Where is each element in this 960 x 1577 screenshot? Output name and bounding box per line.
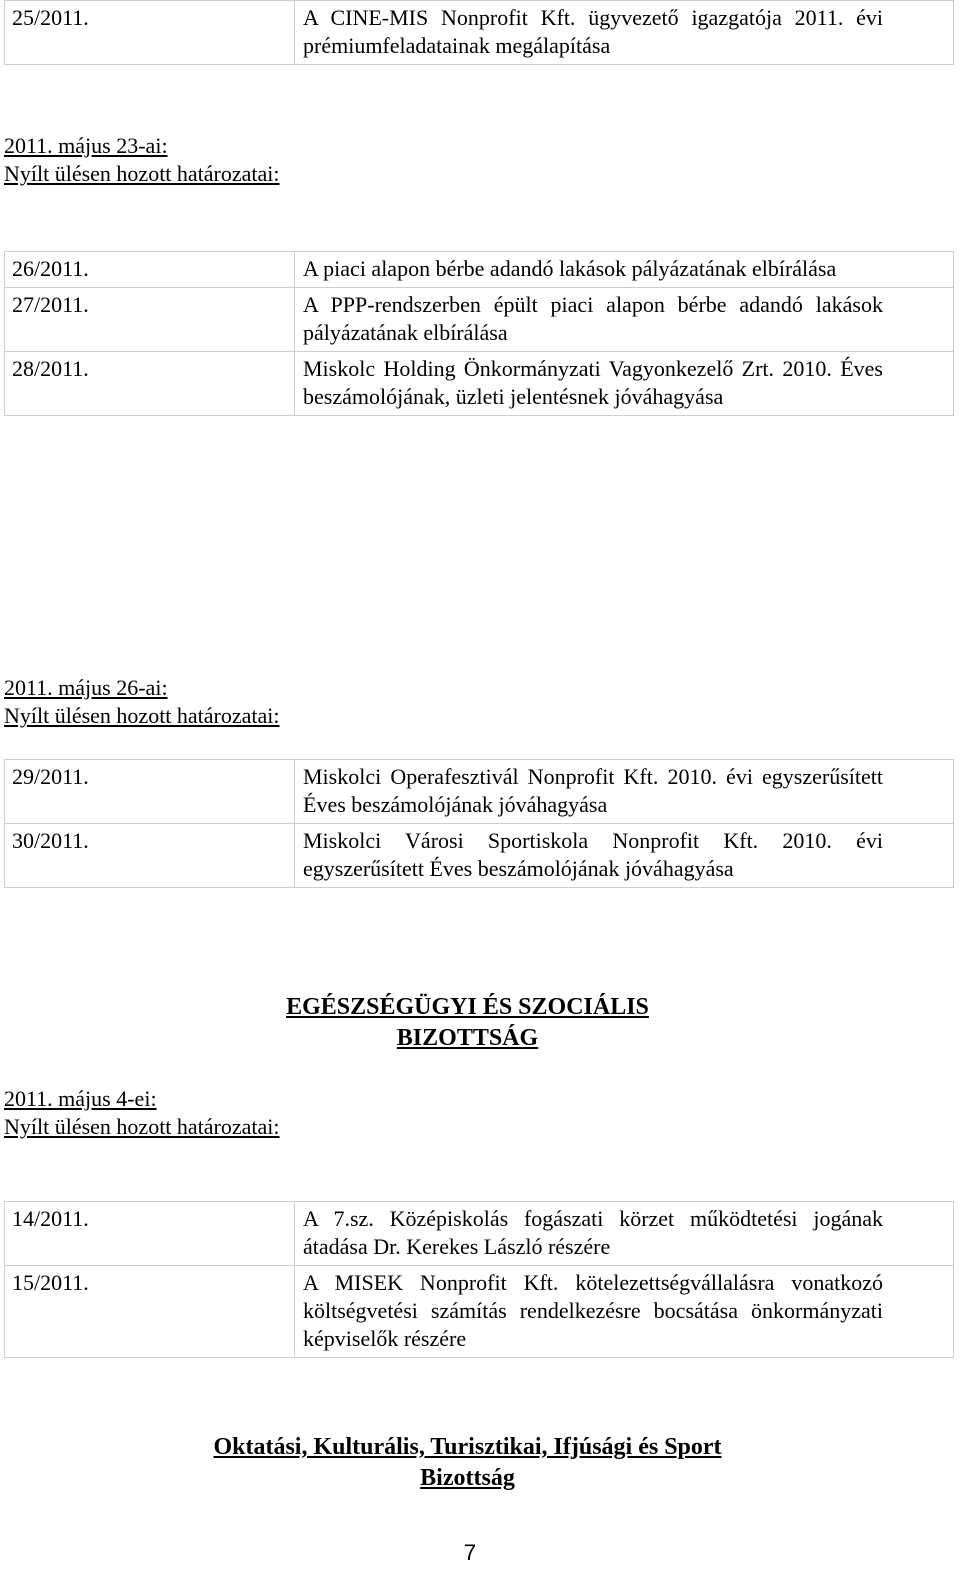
resolutions-table-3	[4, 759, 954, 888]
session-heading-2	[4, 674, 280, 730]
session-date: 2011. május 26-ai:	[4, 675, 168, 700]
session-date: 2011. május 23-ai:	[4, 133, 168, 158]
committee-title-line: Oktatási, Kulturális, Turisztikai, Ifjúsági és Sport	[213, 1434, 722, 1460]
resolutions-table-4	[4, 1201, 954, 1358]
committee-title-line: BIZOTTSÁG	[396, 1025, 539, 1051]
table-row	[5, 1202, 954, 1266]
page-number: 7	[463, 1540, 477, 1565]
resolution-number: 30/2011.	[5, 824, 295, 888]
resolution-text: A 7.sz. Középiskolás fogászati körzet működtetési jogának átadása Dr. Kerekes László részére	[295, 1202, 954, 1266]
table-row	[5, 824, 954, 888]
table-row	[5, 252, 954, 288]
session-heading-3	[4, 1085, 280, 1141]
resolution-number: 26/2011.	[5, 252, 295, 288]
resolution-text: A MISEK Nonprofit Kft. kötelezettségvállalásra vonatkozó költségvetési számítás rendelkezésre bocsátása önkormányzati képviselők részére	[295, 1266, 954, 1358]
resolution-text: A piaci alapon bérbe adandó lakások pályázatának elbírálása	[295, 252, 954, 288]
committee-title-2	[0, 1432, 935, 1494]
resolution-number: 29/2011.	[5, 760, 295, 824]
resolutions-table-1	[4, 0, 954, 65]
resolutions-table-2	[4, 251, 954, 416]
resolution-text: A PPP-rendszerben épült piaci alapon bérbe adandó lakások pályázatának elbírálása	[295, 288, 954, 352]
resolution-number: 28/2011.	[5, 352, 295, 416]
table-row	[5, 1266, 954, 1358]
table-row	[5, 288, 954, 352]
session-label: Nyílt ülésen hozott határozatai:	[4, 1114, 280, 1139]
resolution-number: 14/2011.	[5, 1202, 295, 1266]
resolution-text: Miskolc Holding Önkormányzati Vagyonkezelő Zrt. 2010. Éves beszámolójának, üzleti jelentésnek jóváhagyása	[295, 352, 954, 416]
resolution-number: 25/2011.	[5, 1, 295, 65]
table-row	[5, 1, 954, 65]
resolution-text: Miskolci Városi Sportiskola Nonprofit Kft. 2010. évi egyszerűsített Éves beszámolójának jóváhagyása	[295, 824, 954, 888]
resolution-number: 15/2011.	[5, 1266, 295, 1358]
table-row	[5, 760, 954, 824]
committee-title-line: EGÉSZSÉGÜGYI ÉS SZOCIÁLIS	[286, 994, 649, 1020]
session-heading-1	[4, 132, 280, 188]
table-row	[5, 352, 954, 416]
session-date: 2011. május 4-ei:	[4, 1086, 157, 1111]
committee-title-1	[0, 992, 935, 1054]
resolution-text: Miskolci Operafesztivál Nonprofit Kft. 2010. évi egyszerűsített Éves beszámolójának jóváhagyása	[295, 760, 954, 824]
committee-title-line: Bizottság	[420, 1465, 515, 1491]
session-label: Nyílt ülésen hozott határozatai:	[4, 703, 280, 728]
resolution-text: A CINE-MIS Nonprofit Kft. ügyvezető igazgatója 2011. évi prémiumfeladatainak megálapítása	[295, 1, 954, 65]
session-label: Nyílt ülésen hozott határozatai:	[4, 161, 280, 186]
resolution-number: 27/2011.	[5, 288, 295, 352]
